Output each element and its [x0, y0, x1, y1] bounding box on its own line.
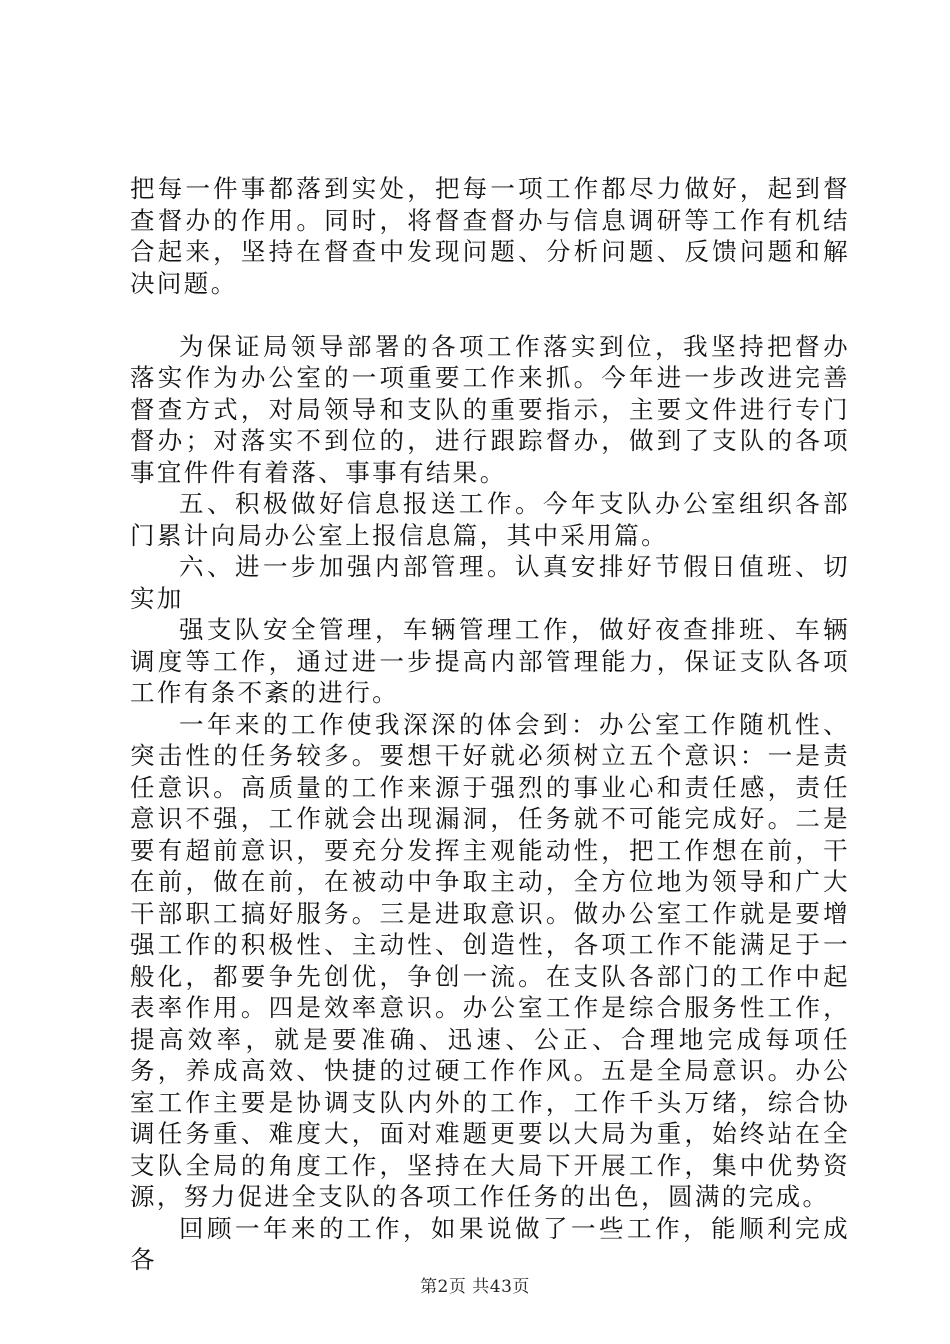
- paragraph-7: 回顾一年来的工作，如果说做了一些工作，能顺利完成各: [130, 1213, 850, 1274]
- paragraph-5: 强支队安全管理，车辆管理工作，做好夜查排班、车辆调度等工作，通过进一步提高内部管理能力，保证支队各项工作有条不紊的进行。: [130, 615, 850, 707]
- paragraph-1: 把每一件事都落到实处，把每一项工作都尽力做好，起到督查督办的作用。同时，将督查督办与信息调研等工作有机结合起来，坚持在督查中发现问题、分析问题、反馈问题和解决问题。: [130, 174, 850, 298]
- paragraph-4: 六、进一步加强内部管理。认真安排好节假日值班、切实加: [130, 552, 850, 613]
- paragraph-6: 一年来的工作使我深深的体会到：办公室工作随机性、突击性的任务较多。要想干好就必须树立五个意识：一是责任意识。高质量的工作来源于强烈的事业心和责任感，责任意识不强，工作就会出现漏洞，任务就不可能完成好。二是要有超前意识，要充分发挥主观能动性，把工作想在前，干在前，做在前，在被动中争取主动，全方位地为领导和广大干部职工搞好服务。三是进取意识。做办公室工作就是要增强工作的积极性、主动性、创造性，各项工作不能满足于一般化，都要争先创优，争创一流。在支队各部门的工作中起表率作用。四是效率意识。办公室工作是综合服务性工作，提高效率，就是要准确、迅速、公正、合理地完成每项任务，养成高效、快捷的过硬工作作风。五是全局意识。办公室工作主要是协调支队内外的工作，工作千头万绪，综合协调任务重、难度大，面对难题更要以大局为重，始终站在全支队全局的角度工作，坚持在大局下开展工作，集中优势资源，努力促进全支队的各项工作任务的出色，圆满的完成。: [130, 709, 850, 1211]
- paragraph-gap: [130, 299, 850, 331]
- document-body: [130, 173, 850, 1276]
- paragraph-3: 五、积极做好信息报送工作。今年支队办公室组织各部门累计向局办公室上报信息篇，其中采用篇。: [130, 489, 850, 550]
- paragraph-2: 为保证局领导部署的各项工作落实到位，我坚持把督办落实作为办公室的一项重要工作来抓。今年进一步改进完善督查方式，对局领导和支队的重要指示，主要文件进行专门督办；对落实不到位的，进行跟踪督办，做到了支队的各项事宜件件有着落、事事有结果。: [130, 331, 850, 487]
- page-number-footer: 第2页 共43页: [420, 1277, 530, 1297]
